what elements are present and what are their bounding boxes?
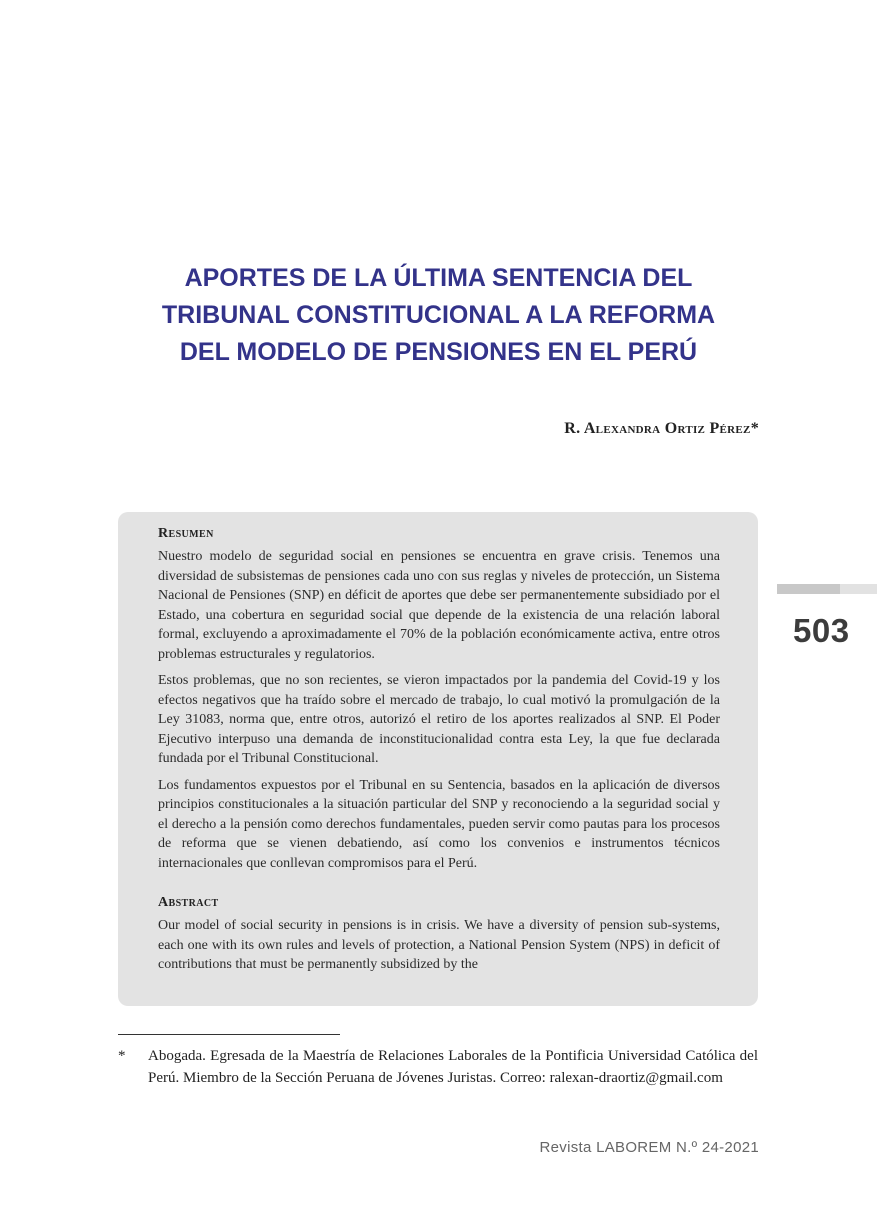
- abstract-paragraph: Our model of social security in pensions is in crisis. We have a diversity of pension sub-systems, each one with its own rules and levels of protection, a National Pension System (NPS) in deficit of contributions that must be permanently subsidized by the: [158, 918, 720, 972]
- resumen-paragraph: Nuestro modelo de seguridad social en pensiones se encuentra en grave crisis. Tenemos una diversidad de subsistemas de pensiones cada uno con sus reglas y niveles de protección, un Sistema Nacional de Pensiones (SNP) en déficit de aportes que debe ser permanentemente subsidiado por el Estado, una cobertura en seguridad social que depende de la existencia de una relación laboral formal, excluyendo a aproximadamente el 70% de la población económicamente activa, entre otros problemas estructurales y regulatorios.: [158, 549, 720, 662]
- footnote: [118, 1045, 758, 1089]
- resumen-paragraph: Los fundamentos expuestos por el Tribunal en su Sentencia, basados en la aplicación de diversos principios constitucionales a la situación particular del SNP y reconociendo a la seguridad social y el derecho a la pensión como derechos fundamentales, pueden servir como pautas para los procesos de reforma que se vienen debatiendo, así como los convenios e instrumentos técnicos internacionales que conllevan compromisos para el Perú.: [158, 777, 720, 871]
- abstract-heading: Abstract: [158, 895, 219, 910]
- footnote-mark: *: [118, 1048, 126, 1064]
- abstract-box: [118, 512, 758, 1006]
- page-marker-bar: [777, 584, 877, 594]
- title-line-3: DEL MODELO DE PENSIONES EN EL PERÚ: [179, 338, 698, 366]
- article-title: [100, 260, 777, 371]
- footnote-divider: [118, 1034, 340, 1035]
- page-number: 503: [793, 612, 850, 649]
- title-line-1: APORTES DE LA ÚLTIMA SENTENCIA DEL: [184, 264, 693, 292]
- journal-name: Revista LABOREM N.º 24-2021: [539, 1139, 759, 1156]
- author-name: R. Alexandra Ortiz Pérez*: [564, 420, 759, 437]
- title-line-2: TRIBUNAL CONSTITUCIONAL A LA REFORMA: [161, 301, 716, 329]
- resumen-paragraph: Estos problemas, que no son recientes, se vieron impactados por la pandemia del Covid-19 y los efectos negativos que ha traído sobre el mercado de trabajo, lo cual motivó la promulgación de la Ley 31083, norma que, entre otros, autorizó el retiro de los aportes realizados al SNP. El Poder Ejecutivo interpuso una demanda de inconstitucionalidad contra esta Ley, la que fue declarada fundada por el Tribunal Constitucional.: [158, 673, 720, 766]
- resumen-heading: Resumen: [158, 526, 214, 541]
- footnote-text: Abogada. Egresada de la Maestría de Relaciones Laborales de la Pontificia Universidad Católica del Perú. Miembro de la Sección Peruana de Jóvenes Juristas. Correo: ralexan-draortiz@gmail.com: [148, 1048, 758, 1086]
